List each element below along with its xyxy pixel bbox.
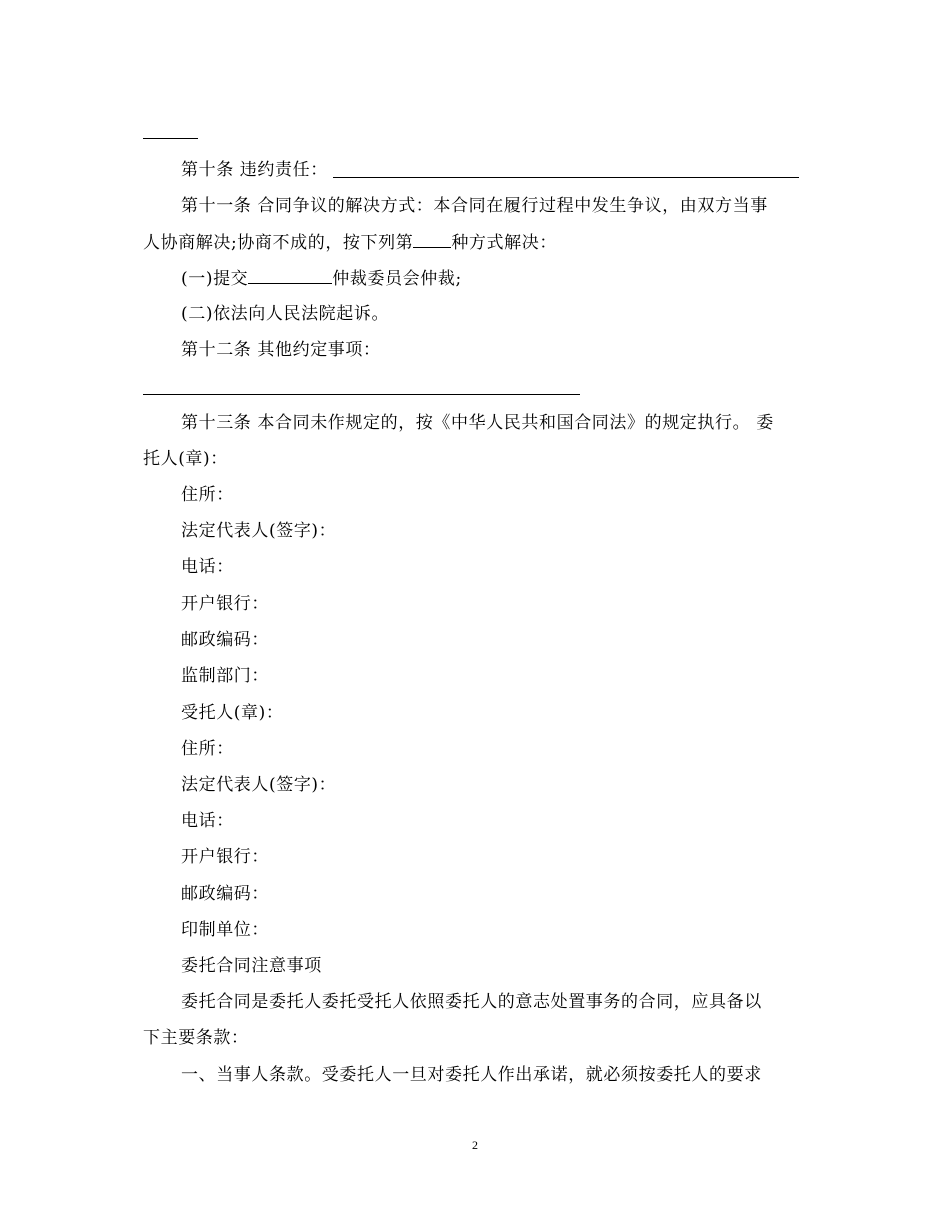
trustee-postcode (181, 884, 269, 904)
article-12-text: 第十二条 其他约定事项： (181, 340, 381, 360)
option-1-text-b: 仲裁委员会仲裁; (332, 269, 462, 289)
article-10 (181, 160, 328, 180)
trustee-seal-label: 受托人(章)： (181, 703, 284, 723)
notes-para-1-line-2 (143, 1028, 249, 1048)
notes-para-1-line-1 (181, 992, 762, 1012)
article-13-line-2 (143, 449, 228, 469)
trustee-seal (181, 703, 283, 723)
article-10-blank (333, 177, 799, 178)
option-2-text: (二)依法向人民法院起诉。 (181, 304, 390, 324)
article-12-blank (143, 394, 580, 395)
article-11-text-2: 人协商解决;协商不成的，按下列第 (143, 233, 414, 253)
article-13-text-2: 托人(章)： (143, 449, 228, 469)
trustee-address-label: 住所： (181, 739, 234, 759)
printer (181, 920, 269, 940)
trustee-legal-rep (181, 775, 336, 795)
client-bank (181, 594, 269, 614)
supervisor-label: 监制部门： (181, 666, 269, 686)
notes-para-1-text-2: 下主要条款： (143, 1028, 249, 1048)
article-12 (181, 340, 381, 360)
client-legal-rep (181, 521, 336, 541)
article-10-text: 第十条 违约责任： (181, 160, 328, 180)
client-address (181, 485, 234, 505)
notes-heading (181, 956, 322, 976)
trustee-address (181, 739, 234, 759)
client-bank-label: 开户银行： (181, 594, 269, 614)
notes-para-2-line-1 (181, 1065, 762, 1085)
client-address-label: 住所： (181, 485, 234, 505)
article-11-text-3: 种方式解决： (451, 233, 557, 253)
blank-line-continuation (143, 138, 198, 139)
client-postcode (181, 630, 269, 650)
choice-blank (413, 232, 451, 248)
option-2 (181, 304, 389, 324)
trustee-phone (181, 811, 234, 831)
client-phone-label: 电话： (181, 557, 234, 577)
printer-label: 印制单位： (181, 920, 269, 940)
trustee-bank-label: 开户银行： (181, 847, 269, 867)
trustee-postcode-label: 邮政编码： (181, 884, 269, 904)
client-legal-rep-label: 法定代表人(签字)： (181, 521, 337, 541)
article-11-line-2 (143, 232, 557, 253)
notes-para-1-text-1: 委托合同是委托人委托受托人依照委托人的意志处置事务的合同，应具备以 (181, 992, 762, 1012)
client-phone (181, 557, 234, 577)
article-11-line-1 (181, 196, 768, 216)
client-postcode-label: 邮政编码： (181, 630, 269, 650)
option-1-text-a: (一)提交 (181, 269, 249, 289)
article-13-line-1 (181, 413, 774, 433)
notes-heading-text: 委托合同注意事项 (181, 956, 322, 976)
arbitration-blank (248, 268, 332, 284)
article-13-text-1: 第十三条 本合同未作规定的，按《中华人民共和国合同法》的规定执行。 委 (181, 413, 774, 433)
supervisor (181, 666, 269, 686)
page-number: 2 (472, 1138, 478, 1152)
trustee-legal-rep-label: 法定代表人(签字)： (181, 775, 337, 795)
option-1 (181, 268, 462, 289)
article-11-text-1: 第十一条 合同争议的解决方式：本合同在履行过程中发生争议，由双方当事 (181, 196, 768, 216)
trustee-bank (181, 847, 269, 867)
trustee-phone-label: 电话： (181, 811, 234, 831)
notes-para-2-text-1: 一、当事人条款。受委托人一旦对委托人作出承诺，就必须按委托人的要求 (181, 1065, 762, 1085)
